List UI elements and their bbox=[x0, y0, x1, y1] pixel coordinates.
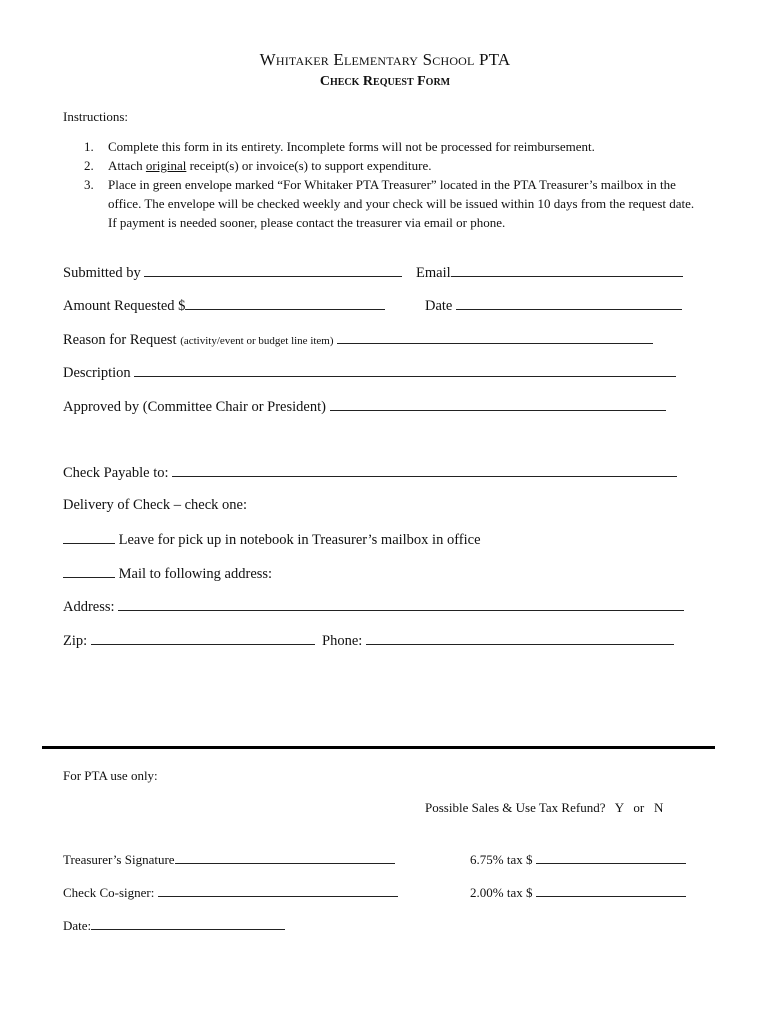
date-line[interactable] bbox=[456, 297, 682, 310]
submitted-by-field[interactable]: Submitted by bbox=[63, 264, 402, 282]
description-field[interactable]: Description bbox=[63, 364, 676, 382]
reason-field[interactable]: Reason for Request (activity/event or budget line item) bbox=[63, 331, 653, 349]
check-payable-line[interactable] bbox=[172, 464, 677, 477]
zip-field[interactable]: Zip: bbox=[63, 632, 315, 650]
emphasis-original: original bbox=[145, 158, 187, 173]
description-line[interactable] bbox=[134, 364, 676, 377]
mail-checkline[interactable] bbox=[63, 565, 115, 578]
approved-by-line[interactable] bbox=[330, 398, 666, 411]
form-org-title: Whitaker Elementary School PTA bbox=[259, 50, 511, 69]
email-field[interactable]: Email bbox=[416, 264, 683, 282]
address-line[interactable] bbox=[118, 598, 684, 611]
pickup-checkline[interactable] bbox=[63, 531, 115, 544]
submitted-by-line[interactable] bbox=[144, 264, 402, 277]
delivery-option-mail[interactable]: Mail to following address: bbox=[63, 565, 272, 583]
instructions-list bbox=[84, 137, 708, 232]
approved-by-field[interactable]: Approved by (Committee Chair or President) bbox=[63, 398, 666, 416]
amount-requested-field[interactable]: Amount Requested $ bbox=[63, 297, 385, 315]
zip-line[interactable] bbox=[91, 632, 315, 645]
tax-200-line[interactable] bbox=[536, 884, 686, 897]
treasurer-signature-field[interactable]: Treasurer’s Signature bbox=[63, 851, 395, 868]
amount-line[interactable] bbox=[185, 297, 385, 310]
tax-200-field[interactable]: 2.00% tax $ bbox=[470, 884, 686, 901]
email-line[interactable] bbox=[451, 264, 683, 277]
pta-date-field[interactable]: Date: bbox=[63, 917, 285, 934]
instruction-item: 3. Place in green envelope marked “For Whitaker PTA Treasurer” located in the PTA Treasurer’s mailbox in the office. The envelope will be checked weekly and your check will be issued within 10 days from the request date. If payment is needed sooner, please contact the treasurer via email or phone. bbox=[84, 177, 695, 230]
phone-line[interactable] bbox=[366, 632, 674, 645]
instruction-item: 2. Attach original receipt(s) or invoice(s) to support expenditure. bbox=[84, 158, 432, 173]
instructions-label: Instructions: bbox=[63, 109, 128, 124]
cosigner-field[interactable]: Check Co-signer: bbox=[63, 884, 398, 901]
tax-675-line[interactable] bbox=[536, 851, 686, 864]
address-field[interactable]: Address: bbox=[63, 598, 684, 616]
date-field[interactable]: Date bbox=[425, 297, 682, 315]
instruction-item: 1. Complete this form in its entirety. Incomplete forms will not be processed for reimbursement. bbox=[84, 139, 595, 154]
tax-refund-question: Possible Sales & Use Tax Refund? Y or N bbox=[425, 800, 664, 815]
treasurer-signature-line[interactable] bbox=[175, 851, 395, 864]
delivery-label: Delivery of Check – check one: bbox=[63, 497, 247, 513]
phone-field[interactable]: Phone: bbox=[322, 632, 674, 650]
section-divider bbox=[42, 746, 715, 749]
delivery-option-pickup[interactable]: Leave for pick up in notebook in Treasurer’s mailbox in office bbox=[63, 531, 481, 549]
tax-675-field[interactable]: 6.75% tax $ bbox=[470, 851, 686, 868]
cosigner-line[interactable] bbox=[158, 884, 398, 897]
check-payable-field[interactable]: Check Payable to: bbox=[63, 464, 677, 482]
pta-use-label: For PTA use only: bbox=[63, 768, 158, 783]
reason-line[interactable] bbox=[337, 331, 653, 344]
form-title: Check Request Form bbox=[319, 74, 451, 89]
pta-date-line[interactable] bbox=[91, 917, 285, 930]
